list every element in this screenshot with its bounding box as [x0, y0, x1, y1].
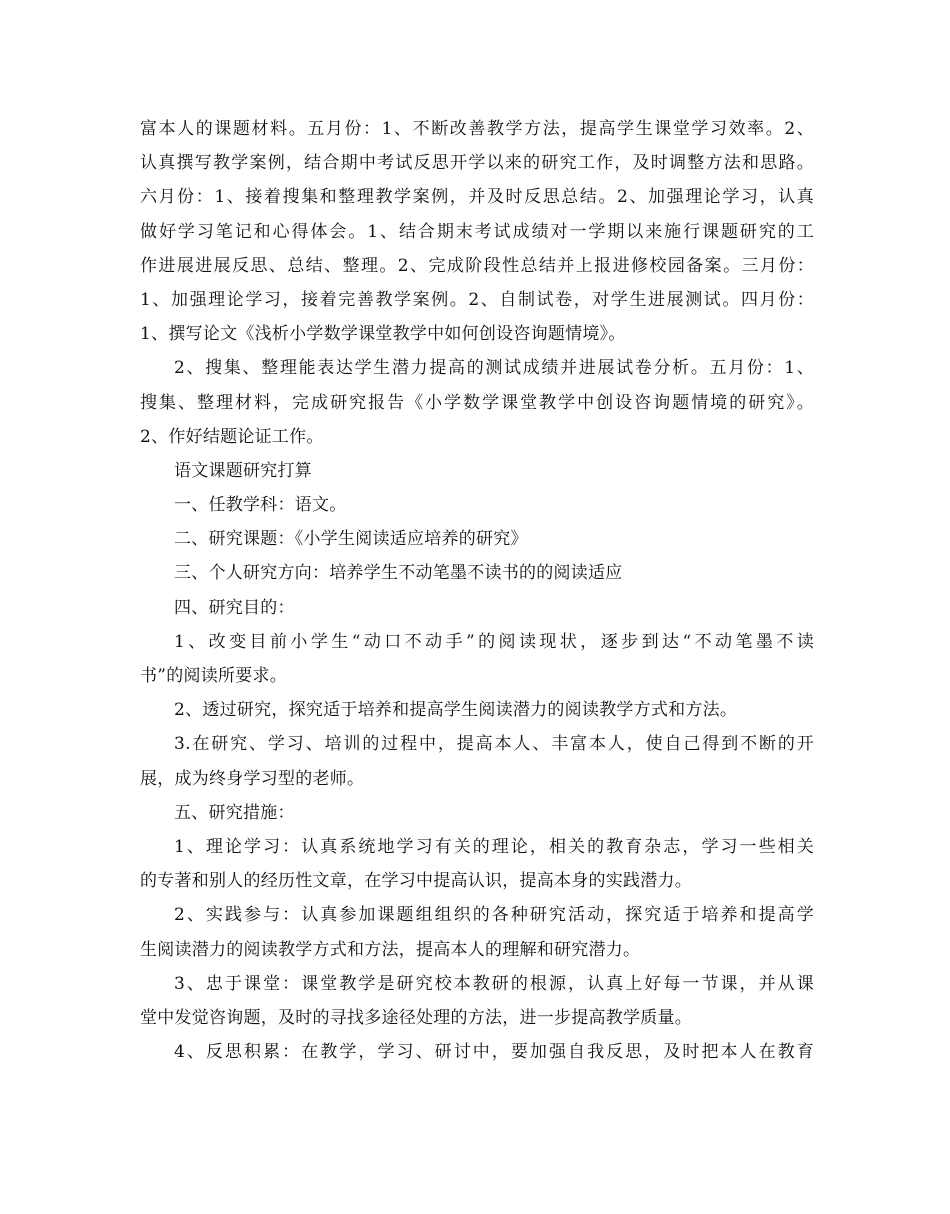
text-line: 3、忠于课堂：课堂教学是研究校本教研的根源，认真上好每一节课，并从课 — [174, 973, 814, 994]
text-line: 富本人的课题材料。五月份：1、不断改善教学方法，提高学生课堂学习效率。2、 — [140, 119, 814, 139]
text-line: 堂中发觉咨询题，及时的寻找多途径处理的方法，进一步提高教学质量。 — [140, 1007, 692, 1028]
text-line: 作进展进展反思、总结、整理。2、完成阶段性总结并上报进修校园备案。三月份： — [140, 255, 814, 276]
text-line: 六月份：1、接着搜集和整理教学案例，并及时反思总结。2、加强理论学习，认真 — [140, 187, 814, 208]
text-line: 2、实践参与：认真参加课题组组织的各种研究活动，探究适于培养和提高学 — [174, 905, 814, 926]
document-body — [140, 112, 814, 1069]
text-line: 三、个人研究方向：培养学生不动笔墨不读书的的阅读适应 — [174, 563, 623, 584]
text-line: 的专著和别人的经历性文章，在学习中提高认识，提高本身的实践潜力。 — [140, 871, 692, 892]
text-line: 2、透过研究，探究适于培养和提高学生阅读潜力的阅读教学方式和方法。 — [174, 700, 738, 721]
text-line: 1、改变目前小学生“动口不动手”的阅读现状，逐步到达“不动笔墨不读 — [174, 631, 814, 652]
text-line: 1、加强理论学习，接着完善教学案例。2、自制试卷，对学生进展测试。四月份： — [140, 289, 814, 310]
text-line: 4、反思积累：在教学，学习、研讨中，要加强自我反思，及时把本人在教育 — [174, 1042, 814, 1063]
text-line: 五、研究措施： — [174, 802, 295, 823]
section-heading: 语文课题研究打算 — [174, 460, 312, 481]
text-line: 做好学习笔记和心得体会。1、结合期末考试成绩对一学期以来施行课题研究的工 — [140, 221, 814, 242]
text-line: 搜集、整理材料，完成研究报告《小学数学课堂教学中创设咨询题情境的研究》。 — [140, 392, 814, 413]
text-line: 四、研究目的： — [174, 597, 295, 618]
text-line: 2、作好结题论证工作。 — [140, 426, 324, 447]
text-line: 书”的阅读所要求。 — [140, 666, 287, 686]
text-line: 1、理论学习：认真系统地学习有关的理论，相关的教育杂志，学习一些相关 — [174, 836, 814, 857]
text-line: 展，成为终身学习型的老师。 — [140, 768, 365, 789]
text-line: 1、撰写论文《浅析小学数学课堂教学中如何创设咨询题情境》。 — [140, 324, 626, 345]
text-line: 认真撰写教学案例，结合期中考试反思开学以来的研究工作，及时调整方法和思路。 — [140, 153, 814, 174]
text-line: 2、搜集、整理能表达学生潜力提高的测试成绩并进展试卷分析。五月份：1、 — [174, 358, 814, 379]
text-line: 一、任教学科：语文。 — [174, 495, 347, 516]
text-line: 3.在研究、学习、培训的过程中，提高本人、丰富本人，使自己得到不断的开 — [174, 734, 814, 755]
text-line: 生阅读潜力的阅读教学方式和方法，提高本人的理解和研究潜力。 — [140, 939, 641, 960]
text-line: 二、研究课题：《小学生阅读适应培养的研究》 — [174, 529, 528, 550]
